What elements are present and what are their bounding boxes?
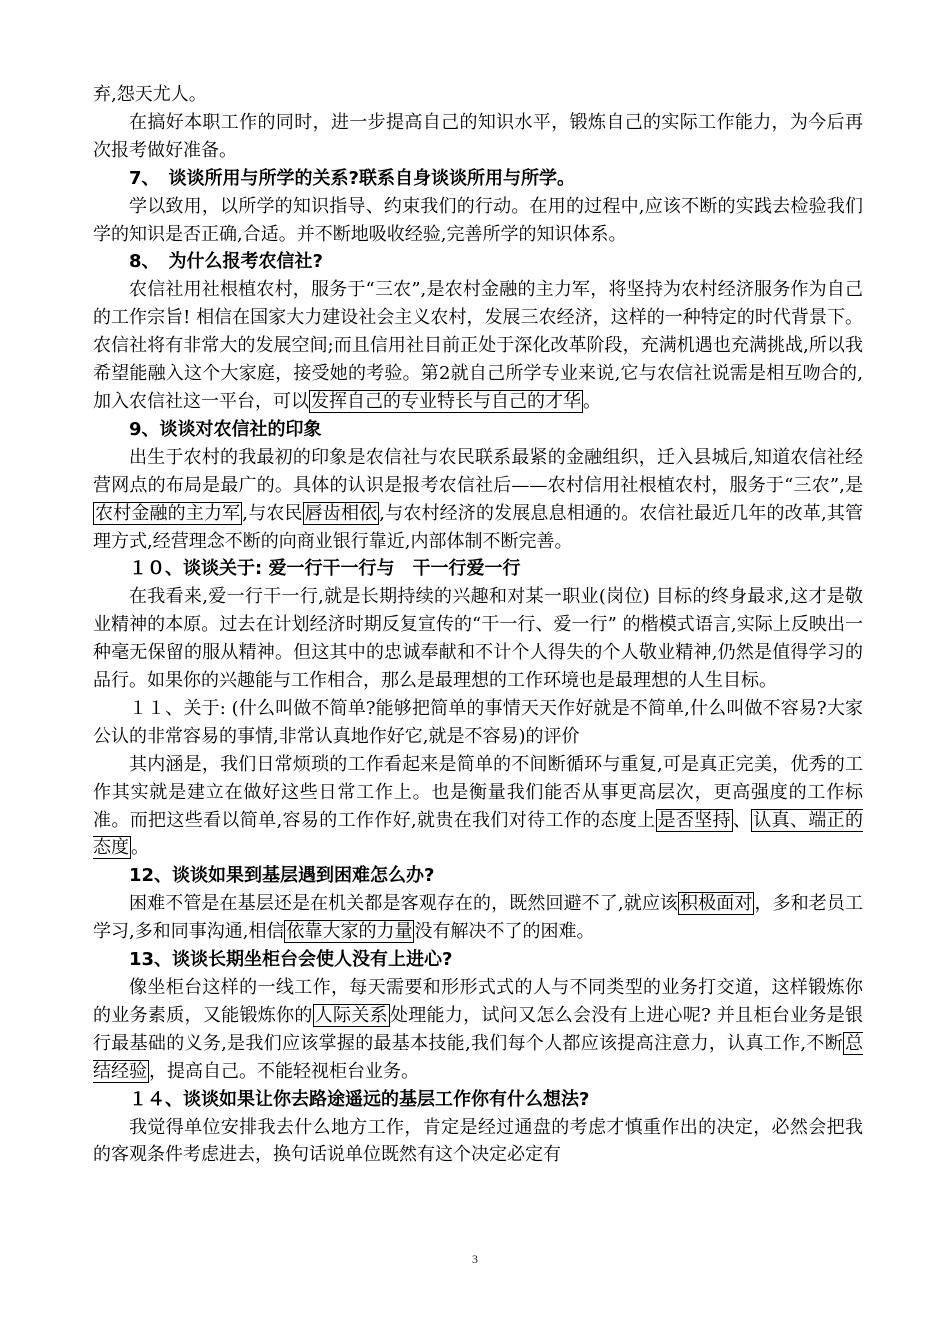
section-heading (93, 555, 863, 583)
text-run: ，多和老员工学习,多和同事沟通,相信 (93, 893, 864, 943)
boxed-phrase: 是否坚持 (657, 809, 731, 831)
paragraph (93, 109, 863, 165)
paragraph (93, 890, 863, 946)
text-run: 13、谈谈长期坐柜台会使人没有上进心? (129, 949, 453, 971)
text-run: 9、谈谈对农信社的印象 (129, 418, 322, 440)
text-run: 、 (732, 809, 752, 831)
section-heading (93, 862, 863, 890)
boxed-phrase: 发挥自己的专业特长与自己的才华 (311, 390, 581, 412)
boxed-phrase: 农村金融的主力军 (95, 502, 241, 524)
section-heading (93, 1086, 863, 1114)
text-run: １４、谈谈如果让你去路途遥远的基层工作你有什么想法? (129, 1088, 590, 1110)
paragraph (93, 81, 863, 109)
paragraph (93, 583, 863, 695)
boxed-phrase: 依靠大家的力量 (286, 921, 413, 943)
text-run: 。 (131, 837, 149, 859)
text-run: 像坐柜台这样的一线工作，每天需要和形形式式的人与不同类型的业务打交道，这样锻炼你的业务素质，又能锻炼你的 (93, 977, 863, 1026)
boxed-phrase: 总结经验 (93, 1032, 863, 1082)
text-run: １１、关于: (什么叫做不简单?能够把简单的事情天天作好就是不简单,什么叫做不容易?大家公认的非常容易的事情,非常认真地作好它,就是不容易)的评价 (93, 697, 863, 747)
text-run: １０、谈谈关于: 爱一行干一行与 干一行爱一行 (129, 558, 521, 580)
text-run: 在搞好本职工作的同时，进一步提高自己的知识水平，锻炼自己的实际工作能力，为今后再次报考做好准备。 (93, 111, 863, 161)
section-heading (93, 416, 863, 444)
text-run: 7、 谈谈所用与所学的关系?联系自身谈谈所用与所学。 (129, 167, 575, 189)
paragraph (93, 751, 863, 863)
page-number: 3 (472, 1252, 478, 1266)
document-body (93, 81, 863, 1169)
text-run: 出生于农村的我最初的印象是农信社与农民联系最紧的金融组织，迁入县城后,知道农信社经营网点的布局是最广的。具体的认识是报考农信社后——农村信用社根植农村，服务于“三农”,是 (93, 446, 863, 496)
text-run: 我觉得单位安排我去什么地方工作，肯定是经过通盘的考虑才慎重作出的决定，必然会把我的客观条件考虑进去，换句话说单位既然有这个决定必定有 (93, 1116, 863, 1166)
text-run: 困难不管是在基层还是在机关都是客观存在的，既然回避不了,就应该 (129, 893, 679, 915)
section-heading (93, 248, 863, 276)
paragraph (93, 1114, 863, 1170)
text-run: ,与农民 (242, 502, 303, 524)
section-heading (93, 165, 863, 193)
paragraph (93, 974, 863, 1086)
text-run: 其内涵是，我们日常烦琐的工作看起来是简单的不间断循环与重复,可是真正完美，优秀的工作其实就是建立在做好这些日常工作上。也是衡量我们能否从事更高层次，更高强度的工作标准。而把这些看以简单,容易的工作作好,就贵在我们对待工作的态度上 (93, 753, 863, 831)
boxed-phrase: 认真、端正的态度 (93, 809, 864, 859)
boxed-phrase: 人际关系 (314, 1004, 388, 1026)
paragraph (93, 193, 863, 249)
text-run: 12、谈谈如果到基层遇到困难怎么办? (129, 865, 435, 887)
text-run: 没有解决不了的困难。 (414, 921, 595, 943)
text-run: 处理能力，试问又怎么会没有上进心呢? 并且柜台业务是银行最基础的义务,是我们应该掌握的最基本技能,我们每个人都应该提高注意力，认真工作,不断 (93, 1004, 864, 1054)
text-run: 8、 为什么报考农信社? (129, 251, 323, 273)
text-run: 。 (583, 390, 601, 412)
text-run: ,与农村经济的发展息息相通的。农信社最近几年的改革,其管理方式,经营理念不断的向商业银行靠近,内部体制不断完善。 (93, 502, 863, 552)
paragraph (93, 444, 863, 556)
paragraph (93, 276, 863, 416)
text-run: ，提高自己。不能轻视柜台业务。 (149, 1060, 419, 1082)
section-heading (93, 946, 863, 974)
text-run: 农信社用社根植农村，服务于“三农”,是农村金融的主力军，将坚持为农村经济服务作为自己的工作宗旨! 相信在国家大力建设社会主义农村，发展三农经济，这样的一种特定的时代背景下。农信社将有非常大的发展空间;而且信用社目前正处于深化改革阶段，充满机遇也充满挑战,所以我希望能融入这个大家庭，接受她的考验。第2就自己所学专业来说,它与农信社说需是相互吻合的,加入农信社这一平台，可以 (93, 279, 863, 412)
text-run: 学以致用，以所学的知识指导、约束我们的行动。在用的过程中,应该不断的实践去检验我们学的知识是否正确,合适。并不断地吸收经验,完善所学的知识体系。 (93, 195, 863, 245)
text-run: 弃,怨天尤人。 (93, 84, 207, 105)
text-run: 在我看来,爱一行干一行,就是长期持续的兴趣和对某一职业(岗位) 目标的终身最求,这才是敬业精神的本原。过去在计划经济时期反复宣传的“干一行、爱一行” 的楷模式语言,实际上反映出一种毫无保留的服从精神。但这其中的忠诚奉献和不计个人得失的个人敬业精神,仍然是值得学习的品行。如果你的兴趣能与工作相合，那么是最理想的工作环境也是最理想的人生目标。 (93, 586, 863, 692)
boxed-phrase: 积极面对 (680, 893, 753, 915)
paragraph (93, 695, 863, 751)
boxed-phrase: 唇齿相依 (304, 502, 378, 524)
